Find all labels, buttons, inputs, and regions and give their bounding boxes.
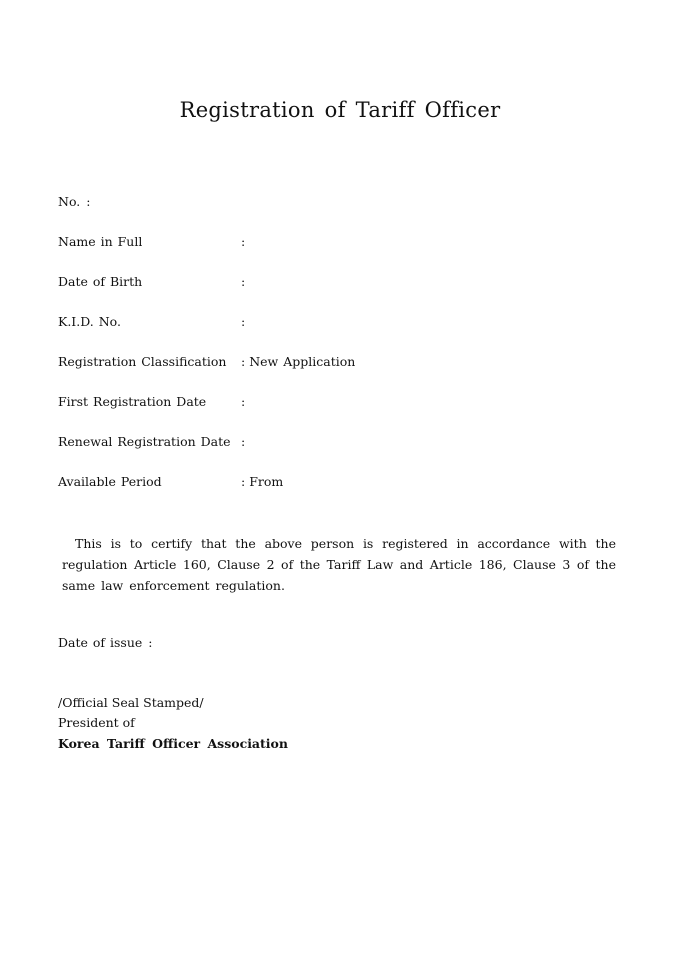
date-of-issue-colon: : — [148, 635, 153, 650]
field-kid-no-colon: : — [241, 314, 246, 329]
field-available-period-label: Available Period — [58, 474, 162, 489]
field-registration-classification-value: New Application — [249, 354, 356, 369]
field-first-registration-date-value-wrap — [241, 392, 249, 412]
issuing-organization: Korea Tariff Officer Association — [58, 736, 288, 751]
field-available-period-colon: : — [241, 474, 246, 489]
official-seal-note: /Official Seal Stamped/ — [58, 695, 204, 710]
field-name-in-full-value-wrap — [241, 232, 249, 252]
field-first-registration-date — [58, 392, 246, 412]
field-first-registration-date-label: First Registration Date — [58, 394, 207, 409]
field-date-of-birth-colon: : — [241, 274, 246, 289]
field-registration-classification-label: Registration Classification — [58, 354, 227, 369]
field-no-colon: : — [86, 194, 91, 209]
signatory-position: President of — [58, 715, 135, 730]
field-registration-classification-colon: : — [241, 354, 246, 369]
field-available-period-value-wrap — [241, 472, 283, 492]
field-date-of-birth-label: Date of Birth — [58, 274, 143, 289]
field-renewal-registration-date-colon: : — [241, 434, 246, 449]
field-available-period-value: From — [249, 474, 284, 489]
date-of-issue-label: Date of issue — [58, 635, 143, 650]
field-registration-classification — [58, 352, 356, 372]
field-name-in-full — [58, 232, 246, 252]
field-renewal-registration-date — [58, 432, 246, 452]
document-title: Registration of Tariff Officer — [179, 98, 501, 122]
field-kid-no — [58, 312, 246, 332]
field-renewal-registration-date-label: Renewal Registration Date — [58, 434, 231, 449]
field-available-period — [58, 472, 284, 492]
field-date-of-birth-value-wrap — [241, 272, 249, 292]
date-of-issue — [58, 633, 153, 653]
field-date-of-birth — [58, 272, 246, 292]
field-name-in-full-label: Name in Full — [58, 234, 143, 249]
field-registration-classification-value-wrap — [241, 352, 355, 372]
field-renewal-registration-date-value-wrap — [241, 432, 249, 452]
field-first-registration-date-colon: : — [241, 394, 246, 409]
field-no — [58, 192, 94, 212]
certification-paragraph: This is to certify that the above person is registered in accordance with the regulation Article 160, Clause 2 of the Tariff Law and Article 186, Clause 3 of the same law enforcement regulation. — [62, 536, 616, 593]
field-name-in-full-colon: : — [241, 234, 246, 249]
field-kid-no-value-wrap — [241, 312, 249, 332]
field-kid-no-label: K.I.D. No. — [58, 314, 121, 329]
field-no-label: No. — [58, 194, 81, 209]
